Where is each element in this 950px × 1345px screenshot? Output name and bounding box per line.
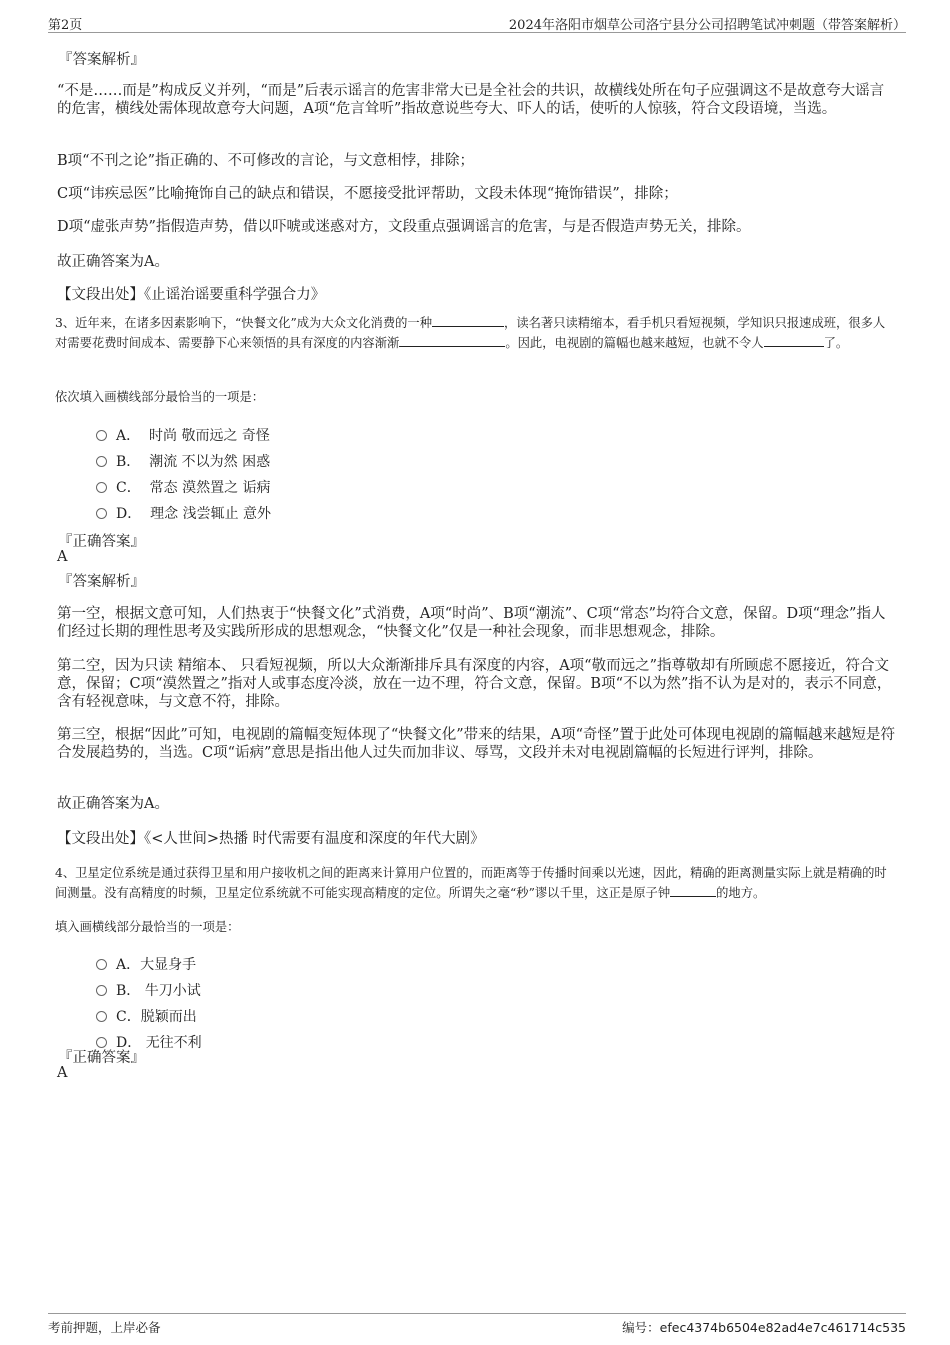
radio-icon[interactable] bbox=[96, 959, 107, 970]
q4-prompt: 填入画横线部分最恰当的一项是： bbox=[55, 920, 240, 934]
q3-analysis-para3: 第三空，根据“因此”可知，电视剧的篇幅变短体现了“快餐文化”带来的结果，A项“奇怪”置于此处可体现电视剧的篇幅越来越短是符合发展趋势的，当选。C项“诟病”意思是指出他人过失而加非议、辱骂，文段并未对电视剧篇幅的长短进行评判，排除。 bbox=[57, 727, 895, 761]
q2-analysis-para4: D项“虚张声势”指假造声势，借以吓唬或迷惑对方，文段重点强调谣言的危害，与是否假造声势无关，排除。 bbox=[57, 219, 751, 235]
q4-stem: 4、卫星定位系统是通过获得卫星和用户接收机之间的距离来计算用户位置的，而距离等于传播时间乘以光速，因此，精确的距离测量实际上就是精确的时间测量。没有高精度的时频，卫星定位系统就不可能实现高精度的定位。所谓失之毫“秒”谬以千里，这正是原子钟 的地方。 bbox=[55, 866, 887, 900]
q4-option-c[interactable]: C．脱颖而出 bbox=[96, 1006, 197, 1026]
page-header bbox=[48, 10, 906, 33]
q3-answer-label: 『正确答案』 bbox=[58, 534, 145, 550]
footer-code: 编号：efec4374b6504e82ad4e7c461714c535 bbox=[622, 1320, 906, 1335]
q3-option-c[interactable]: C． 常态 漠然置之 诟病 bbox=[96, 477, 271, 497]
q2-analysis-label: 『答案解析』 bbox=[58, 52, 145, 68]
q2-analysis-para2: B项“不刊之论”指正确的、不可修改的言论，与文意相悖，排除； bbox=[57, 153, 474, 169]
q3-conclusion: 故正确答案为A。 bbox=[57, 796, 169, 812]
radio-icon[interactable] bbox=[96, 482, 107, 493]
q4-blank bbox=[670, 884, 716, 897]
q2-analysis-para1: “不是……而是”构成反义并列，“而是”后表示谣言的危害非常大已是全社会的共识，故横线处所在句子应强调这不是故意夸大谣言的危害，横线处需体现故意夸大问题，A项“危言耸听”指故意说些夸大、吓人的话，使听的人惊骇，符合文段语境，当选。 bbox=[57, 83, 885, 117]
q3-option-a[interactable]: A． 时尚 敬而远之 奇怪 bbox=[96, 425, 270, 445]
q3-prompt: 依次填入画横线部分最恰当的一项是： bbox=[55, 390, 265, 404]
page-number: 第2页 bbox=[48, 18, 83, 33]
radio-icon[interactable] bbox=[96, 1011, 107, 1022]
q3-analysis-para2: 第二空，因为只读 精缩本、 只看短视频，所以大众渐渐排斥具有深度的内容，A项“敬而远之”指尊敬却有所顾虑不愿接近，符合文意，保留；C项“漠然置之”指对人或事态度冷淡，放在一边不理，符合文意，保留。B项“不以为然”指不认为是对的，表示不同意，含有轻视意味，与文意不符，排除。 bbox=[57, 658, 892, 710]
q4-option-d[interactable]: D． 无往不利 bbox=[96, 1032, 202, 1052]
q3-answer: A bbox=[57, 549, 68, 565]
page-footer bbox=[48, 1313, 906, 1335]
q2-conclusion: 故正确答案为A。 bbox=[57, 254, 169, 270]
q3-blank-1 bbox=[432, 314, 504, 327]
q2-analysis-para3: C项“讳疾忌医”比喻掩饰自己的缺点和错误，不愿接受批评帮助，文段未体现“掩饰错误”，排除； bbox=[57, 186, 678, 202]
q3-stem: 3、近年来，在诸多因素影响下，“快餐文化”成为大众文化消费的一种 ，读名著只读精缩本，看手机只看短视频，学知识只报速成班，很多人对需要花费时间成本、需要静下心来领悟的具有深度的内容渐渐 。因此，电视剧的篇幅也越来越短，也就不令人 了。 bbox=[55, 316, 886, 350]
q3-option-b[interactable]: B． 潮流 不以为然 困惑 bbox=[96, 451, 270, 471]
document-title: 2024年洛阳市烟草公司洛宁县分公司招聘笔试冲刺题（带答案解析） bbox=[508, 18, 906, 33]
q3-source: 【文段出处】《<人世间>热播 时代需要有温度和深度的年代大剧》 bbox=[57, 831, 485, 847]
q4-option-b[interactable]: B． 牛刀小试 bbox=[96, 980, 201, 1000]
radio-icon[interactable] bbox=[96, 456, 107, 467]
q3-blank-3 bbox=[764, 334, 824, 347]
radio-icon[interactable] bbox=[96, 508, 107, 519]
q4-option-a[interactable]: A．大显身手 bbox=[96, 954, 196, 974]
q4-answer-label: 『正确答案』 bbox=[58, 1050, 145, 1066]
q2-source: 【文段出处】《止谣治谣要重科学强合力》 bbox=[57, 287, 326, 303]
q4-answer: A bbox=[57, 1065, 68, 1081]
q3-blank-2 bbox=[399, 334, 505, 347]
q3-option-d[interactable]: D． 理念 浅尝辄止 意外 bbox=[96, 503, 271, 523]
radio-icon[interactable] bbox=[96, 430, 107, 441]
q3-analysis-para1: 第一空，根据文意可知，人们热衷于“快餐文化”式消费，A项“时尚”、B项“潮流”、C项“常态”均符合文意，保留。D项“理念”指人们经过长期的理性思考及实践所形成的思想观念，“快餐文化”仅是一种社会现象，而非思想观念，排除。 bbox=[57, 606, 886, 640]
radio-icon[interactable] bbox=[96, 985, 107, 996]
footer-slogan: 考前押题，上岸必备 bbox=[48, 1320, 161, 1335]
q3-analysis-label: 『答案解析』 bbox=[58, 574, 145, 590]
